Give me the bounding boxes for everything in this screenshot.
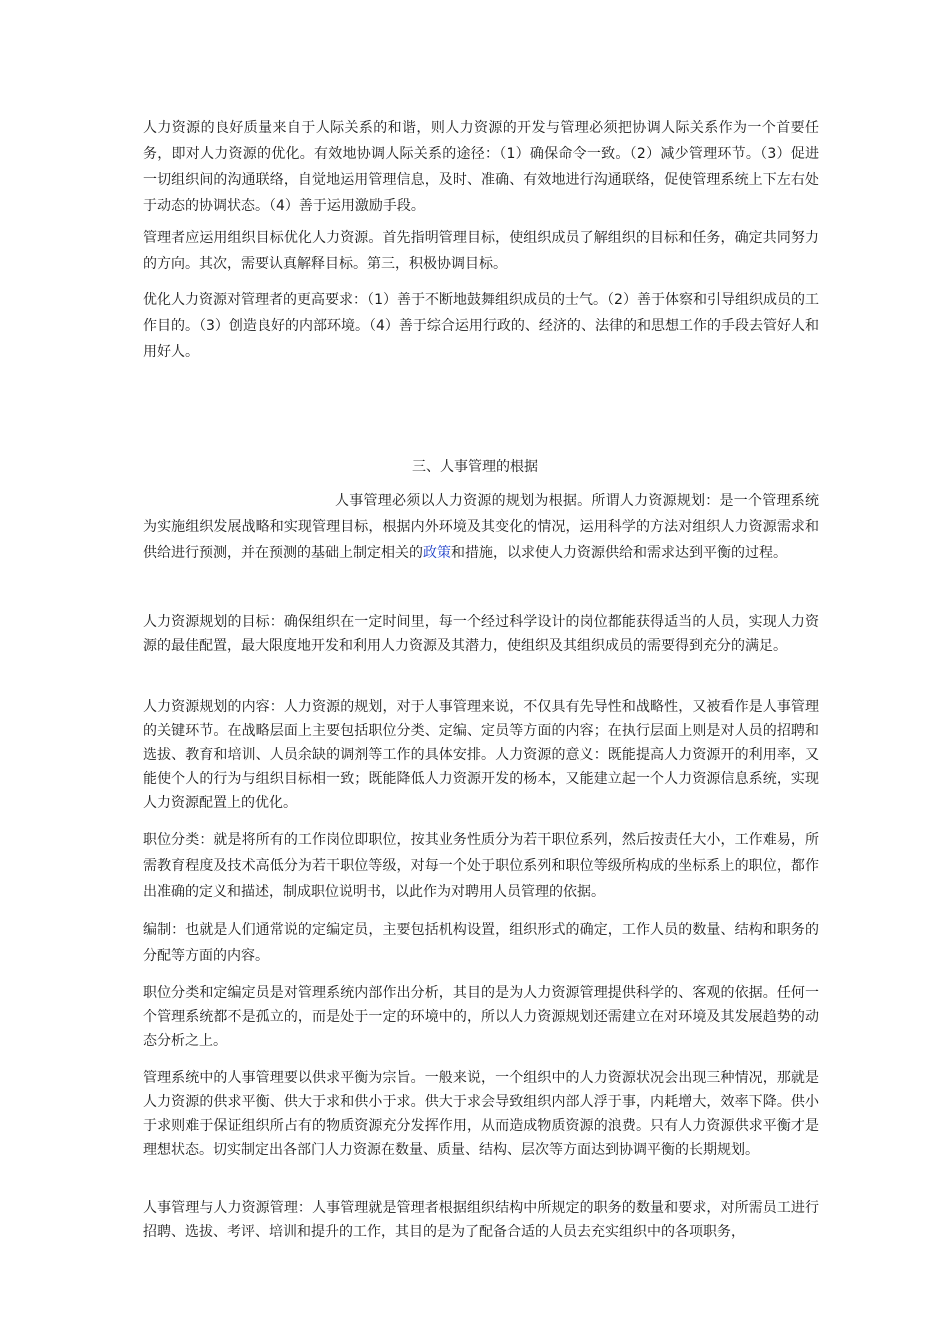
paragraph-hr-planning-content: 人力资源规划的内容：人力资源的规划，对于人事管理来说，不仅具有先导性和战略性，又被看作是人事管理的关键环节。在战略层面上主要包括职位分类、定编、定员等方面的内容；在执行层面上则是对人员的招聘和选拔、教育和培训、人员余缺的调剂等工作的具体安排。人力资源的意义：既能提高人力资源开的利用率，又能使个人的行为与组织目标相一致；既能降低人力资源开发的杨本，又能建立起一个人力资源信息系统，实现人力资源配置上的优化。: [143, 699, 819, 811]
paragraph-organizational-goals: 管理者应运用组织目标优化人力资源。首先指明管理目标，使组织成员了解组织的目标和任务，确定共同努力的方向。其次，需要认真解释目标。第三，积极协调目标。: [143, 230, 819, 272]
paragraph-personnel-vs-hr: 人事管理与人力资源管理：人事管理就是管理者根据组织结构中所规定的职务的数量和要求，对所需员工进行招聘、选拔、考评、培训和提升的工作，其目的是为了配备合适的人员去充实组织中的各项职务，: [143, 1200, 819, 1240]
section-title: 三、人事管理的根据: [412, 459, 538, 475]
paragraph-text-before-link: 人事管理必须以人力资源的规划为根据。所谓人力资源规划：是一个管理系统为实施组织发展战略和实现管理目标，根据内外环境及其变化的情况，运用科学的方法对组织人力资源需求和供给进行预测，并在预测的基础上制定相关的: [143, 493, 819, 561]
policy-link[interactable]: 政策: [423, 545, 451, 561]
paragraph-hr-planning-definition: [143, 488, 819, 566]
paragraph-manager-requirements: 优化人力资源对管理者的更高要求：（1）善于不断地鼓舞组织成员的士气。（2）善于体察和引导组织成员的工作目的。（3）创造良好的内部环境。（4）善于综合运用行政的、经济的、法律的和思想工作的手段去管好人和用好人。: [143, 292, 819, 360]
paragraph-text-after-link: 和措施，以求使人力资源供给和需求达到平衡的过程。: [451, 545, 787, 561]
paragraph-analysis-basis: 职位分类和定编定员是对管理系统内部作出分析，其目的是为人力资源管理提供科学的、客观的依据。任何一个管理系统都不是孤立的，而是处于一定的环境中的，所以人力资源规划还需建立在对环境及其发展趋势的动态分析之上。: [143, 985, 819, 1049]
paragraph-supply-demand-balance: 管理系统中的人事管理要以供求平衡为宗旨。一般来说，一个组织中的人力资源状况会出现三种情况，那就是人力资源的供求平衡、供大于求和供小于求。供大于求会导致组织内部人浮于事，内耗增大，效率下降。供小于求则难于保证组织所占有的物质资源充分发挥作用，从而造成物质资源的浪费。只有人力资源供求平衡才是理想状态。切实制定出各部门人力资源在数量、质量、结构、层次等方面达到协调平衡的长期规划。: [143, 1070, 819, 1158]
paragraph-interpersonal-relations: 人力资源的良好质量来自于人际关系的和谐，则人力资源的开发与管理必须把协调人际关系作为一个首要任务，即对人力资源的优化。有效地协调人际关系的途径：（1）确保命令一致。（2）减少管理环节。（3）促进一切组织间的沟通联络，自觉地运用管理信息，及时、准确、有效地进行沟通联络，促使管理系统上下左右处于动态的协调状态。（4）善于运用激励手段。: [143, 120, 819, 214]
paragraph-staffing: 编制：也就是人们通常说的定编定员，主要包括机构设置，组织形式的确定，工作人员的数量、结构和职务的分配等方面的内容。: [143, 922, 819, 964]
paragraph-position-classification: 职位分类：就是将所有的工作岗位即职位，按其业务性质分为若干职位系列，然后按责任大小，工作难易，所需教育程度及技术高低分为若干职位等级，对每一个处于职位系列和职位等级所构成的坐标系上的职位，都作出准确的定义和描述，制成职位说明书，以此作为对聘用人员管理的依据。: [143, 832, 819, 900]
paragraph-hr-planning-goal: 人力资源规划的目标：确保组织在一定时间里，每一个经过科学设计的岗位都能获得适当的人员，实现人力资源的最佳配置，最大限度地开发和利用人力资源及其潜力，使组织及其组织成员的需要得到充分的满足。: [143, 614, 819, 654]
